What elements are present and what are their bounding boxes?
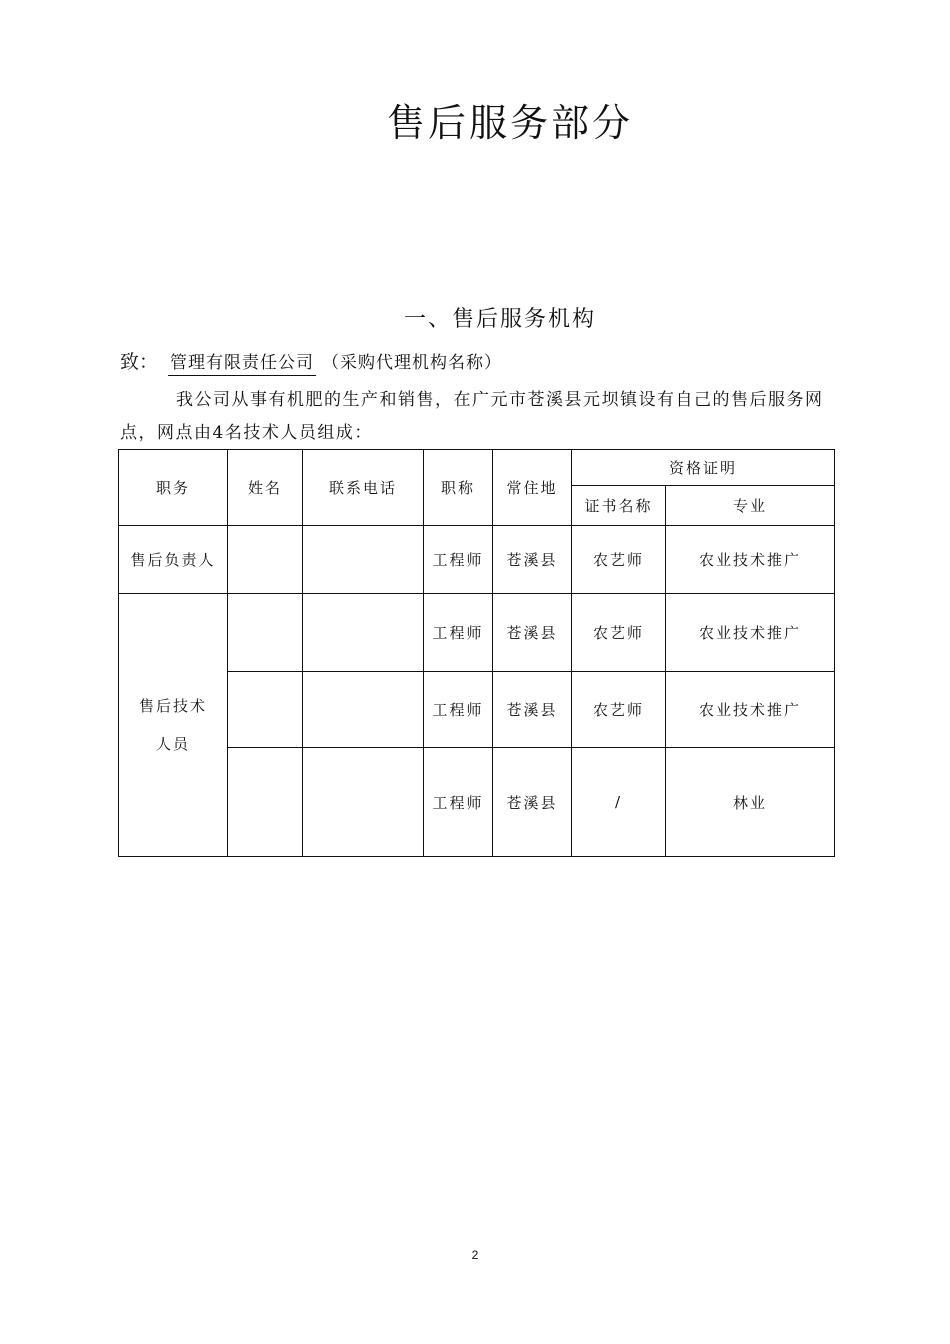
company-name: 管理有限责任公司 xyxy=(168,353,316,376)
group-staff-line2: 人员 xyxy=(155,735,190,753)
page-number: 2 xyxy=(471,1248,479,1262)
group-staff-line1: 售后技术 xyxy=(138,697,207,715)
cell-certificate: 农艺师 xyxy=(572,526,666,594)
header-name: 姓名 xyxy=(228,450,303,526)
cell-certificate: 农艺师 xyxy=(572,594,666,672)
service-staff-table xyxy=(118,449,835,857)
header-qualification: 资格证明 xyxy=(572,450,835,486)
section-heading: 一、售后服务机构 xyxy=(403,307,596,332)
company-note: （采购代理机构名称） xyxy=(322,353,503,373)
cell-title: 工程师 xyxy=(424,526,493,594)
cell-residence: 苍溪县 xyxy=(493,526,572,594)
cell-name xyxy=(228,672,303,748)
table-row xyxy=(119,594,835,672)
header-residence: 常住地 xyxy=(493,450,572,526)
header-phone: 联系电话 xyxy=(303,450,424,526)
table-header-row xyxy=(119,450,835,486)
intro-paragraph: 我公司从事有机肥的生产和销售，在广元市苍溪县元坝镇设有自己的售后服务网点，网点由4名技术人员组成： xyxy=(120,390,824,443)
addressee-label: 致： xyxy=(120,351,159,373)
group-manager: 售后负责人 xyxy=(119,526,228,594)
header-title: 职称 xyxy=(424,450,493,526)
cell-certificate: 农艺师 xyxy=(572,672,666,748)
table-row xyxy=(119,526,835,594)
cell-phone xyxy=(303,526,424,594)
addressee-line xyxy=(120,347,502,374)
cell-phone xyxy=(303,672,424,748)
cell-certificate: / xyxy=(572,748,666,857)
cell-major: 农业技术推广 xyxy=(666,672,835,748)
header-major: 专业 xyxy=(666,486,835,526)
header-certificate: 证书名称 xyxy=(572,486,666,526)
cell-name xyxy=(228,594,303,672)
cell-title: 工程师 xyxy=(424,672,493,748)
cell-major: 林业 xyxy=(666,748,835,857)
cell-major: 农业技术推广 xyxy=(666,526,835,594)
group-staff xyxy=(119,594,228,857)
cell-residence: 苍溪县 xyxy=(493,748,572,857)
header-position: 职务 xyxy=(119,450,228,526)
cell-phone xyxy=(303,748,424,857)
cell-phone xyxy=(303,594,424,672)
cell-residence: 苍溪县 xyxy=(493,594,572,672)
cell-title: 工程师 xyxy=(424,748,493,857)
cell-residence: 苍溪县 xyxy=(493,672,572,748)
cell-name xyxy=(228,526,303,594)
cell-title: 工程师 xyxy=(424,594,493,672)
page-title: 售后服务部分 xyxy=(386,101,633,145)
cell-major: 农业技术推广 xyxy=(666,594,835,672)
cell-name xyxy=(228,748,303,857)
